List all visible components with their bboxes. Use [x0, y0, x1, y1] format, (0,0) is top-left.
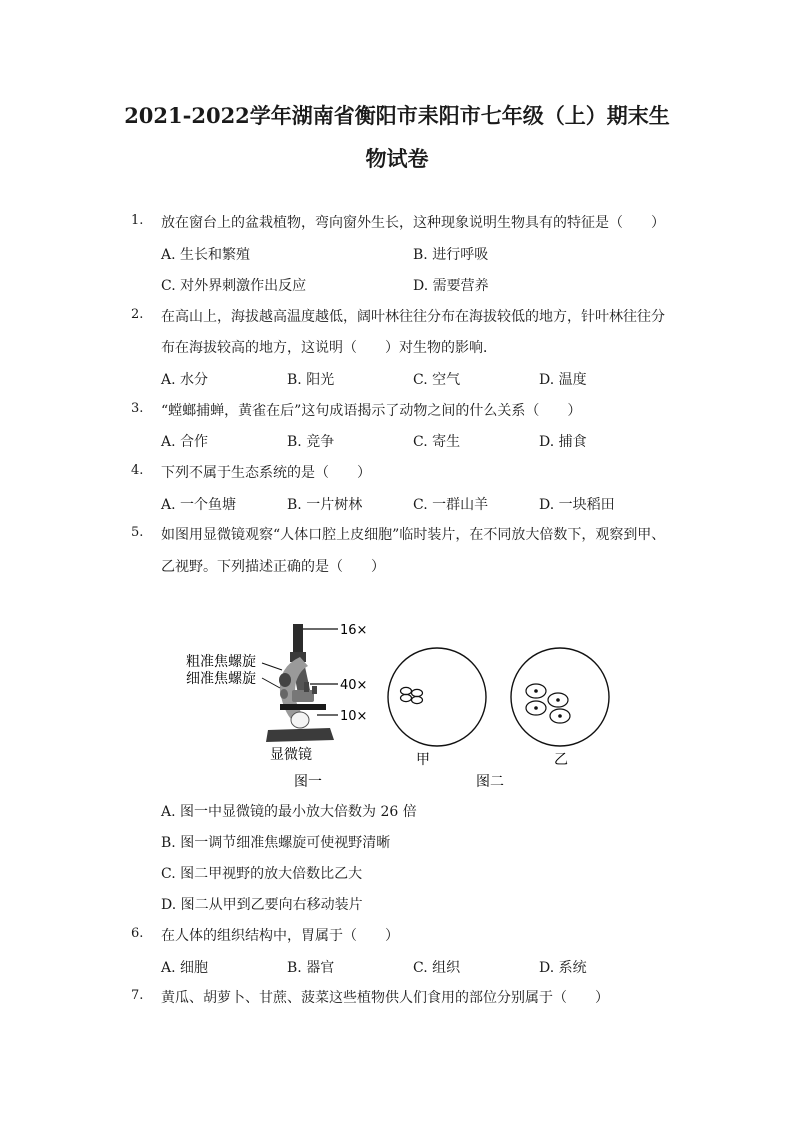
microscope-illustration: [266, 624, 334, 742]
option-a: A. 细胞: [161, 960, 209, 976]
question-number: 5.: [131, 525, 144, 540]
option-b: B. 阳光: [287, 372, 335, 388]
option-d: D. 捕食: [539, 434, 587, 450]
option-c: C. 寄生: [413, 434, 461, 450]
field-of-view-jia: [388, 648, 486, 746]
page-title: 2021-2022学年湖南省衡阳市耒阳市七年级（上）期末生: [124, 103, 670, 128]
field-of-view-yi: [511, 648, 609, 746]
caption-figure-1: 图一: [294, 774, 322, 790]
label-yi: 乙: [554, 752, 568, 768]
question-number: 3.: [131, 401, 144, 416]
option-d: D. 温度: [539, 372, 587, 388]
cell-icon: [412, 689, 423, 696]
label-40x: 40×: [340, 678, 368, 693]
question-number: 4.: [131, 463, 144, 478]
page-title-continued: 物试卷: [365, 146, 429, 171]
cell-icon: [412, 696, 423, 703]
option-b: B. 器官: [287, 960, 335, 976]
leader-line-coarse: [262, 663, 282, 670]
question-number: 7.: [131, 988, 144, 1003]
option-a: A. 一个鱼塘: [161, 497, 237, 513]
option-b: B. 图一调节细准焦螺旋可使视野清晰: [161, 835, 391, 851]
option-a: A. 水分: [161, 372, 209, 388]
option-c: C. 对外界刺激作出反应: [161, 278, 307, 294]
question-stem-line2: 布在海拔较高的地方，这说明（ ）对生物的影响．: [161, 340, 497, 356]
option-a: A. 图一中显微镜的最小放大倍数为 26 倍: [161, 804, 417, 820]
label-coarse-focus: 粗准焦螺旋: [186, 654, 256, 670]
question-stem: 在人体的组织结构中，胃属于（ ）: [161, 928, 399, 944]
question-stem: 如图用显微镜观察“人体口腔上皮细胞”临时装片，在不同放大倍数下，观察到甲、: [161, 527, 666, 543]
figure-microscope-and-views: [180, 612, 620, 802]
option-a: A. 生长和繁殖: [161, 247, 251, 263]
option-a: A. 合作: [161, 434, 209, 450]
option-b: B. 一片树林: [287, 497, 363, 513]
question-stem: 黄瓜、胡萝卜、甘蔗、菠菜这些植物供人们食用的部位分别属于（ ）: [161, 990, 609, 1006]
option-b: B. 进行呼吸: [413, 247, 489, 263]
label-microscope: 显微镜: [270, 747, 312, 763]
option-c: C. 图二甲视野的放大倍数比乙大: [161, 866, 363, 882]
label-16x: 16×: [340, 623, 368, 638]
caption-figure-2: 图二: [476, 774, 504, 790]
option-c: C. 空气: [413, 372, 461, 388]
question-stem: “螳螂捕蝉，黄雀在后”这句成语揭示了动物之间的什么关系（ ）: [161, 403, 582, 419]
question-number: 2.: [131, 307, 144, 322]
option-d: D. 一块稻田: [539, 497, 615, 513]
question-stem: 在高山上，海拔越高温度越低，阔叶林往往分布在海拔较低的地方，针叶林往往分: [161, 309, 665, 325]
question-number: 1.: [131, 213, 144, 228]
question-stem: 放在窗台上的盆栽植物，弯向窗外生长，这种现象说明生物具有的特征是（ ）: [161, 215, 665, 231]
option-d: D. 系统: [539, 960, 587, 976]
label-jia: 甲: [416, 752, 430, 768]
option-c: C. 一群山羊: [413, 497, 489, 513]
option-b: B. 竞争: [287, 434, 335, 450]
label-10x: 10×: [340, 709, 368, 724]
leader-line-fine: [262, 678, 280, 688]
option-c: C. 组织: [413, 960, 461, 976]
cell-icon: [401, 694, 412, 701]
cell-icon: [401, 687, 412, 694]
option-d: D. 图二从甲到乙要向右移动装片: [161, 897, 363, 913]
option-d: D. 需要营养: [413, 278, 489, 294]
question-number: 6.: [131, 926, 144, 941]
label-fine-focus: 细准焦螺旋: [186, 671, 256, 687]
question-stem: 下列不属于生态系统的是（ ）: [161, 465, 371, 481]
question-stem-line2: 乙视野。下列描述正确的是（ ）: [161, 559, 385, 575]
